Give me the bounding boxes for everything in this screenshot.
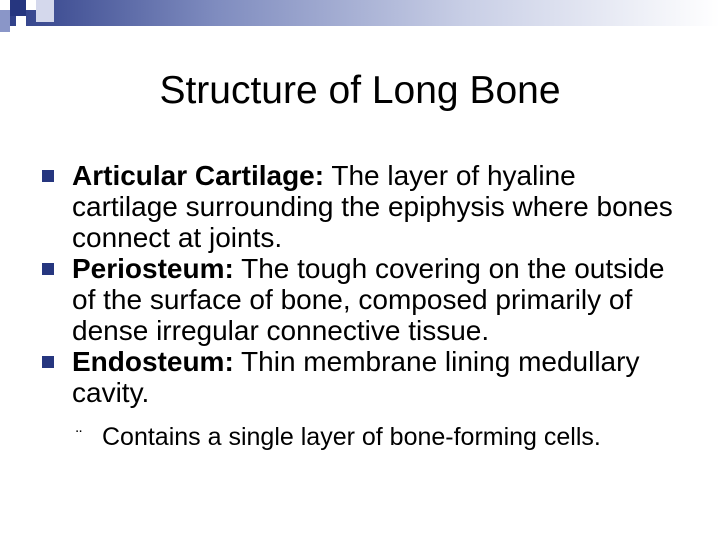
bullet-periosteum [42, 253, 682, 346]
decorative-square [0, 0, 10, 10]
square-bullet-icon [42, 263, 54, 275]
decorative-square [16, 16, 26, 26]
bullet-text: Thin membrane lining medullary cavity. [72, 346, 640, 408]
bullet-text: The tough covering on the outside of the surface of bone, composed primarily of dense irregular connective tissue. [72, 253, 665, 346]
sub-bullet-bone-forming-cells [42, 422, 682, 452]
decorative-square [36, 0, 54, 22]
decorative-square [0, 10, 10, 32]
bullet-articular-cartilage [42, 160, 682, 253]
bullet-term: Endosteum: [72, 346, 234, 377]
hollow-square-bullet-icon: ¨ [76, 427, 82, 447]
square-bullet-icon [42, 170, 54, 182]
bullet-endosteum [42, 346, 682, 408]
slide-body [42, 160, 682, 452]
sub-bullet-text: Contains a single layer of bone-forming cells. [102, 423, 601, 451]
bullet-text: The layer of hyaline cartilage surrounding the epiphysis where bones connect at joints. [72, 160, 673, 253]
bullet-term: Periosteum: [72, 253, 234, 284]
bullet-term: Articular Cartilage: [72, 160, 325, 191]
decorative-square [10, 0, 26, 16]
slide-title: Structure of Long Bone [159, 69, 561, 112]
square-bullet-icon [42, 356, 54, 368]
header-gradient-band [0, 0, 720, 26]
decorative-square [26, 0, 36, 10]
